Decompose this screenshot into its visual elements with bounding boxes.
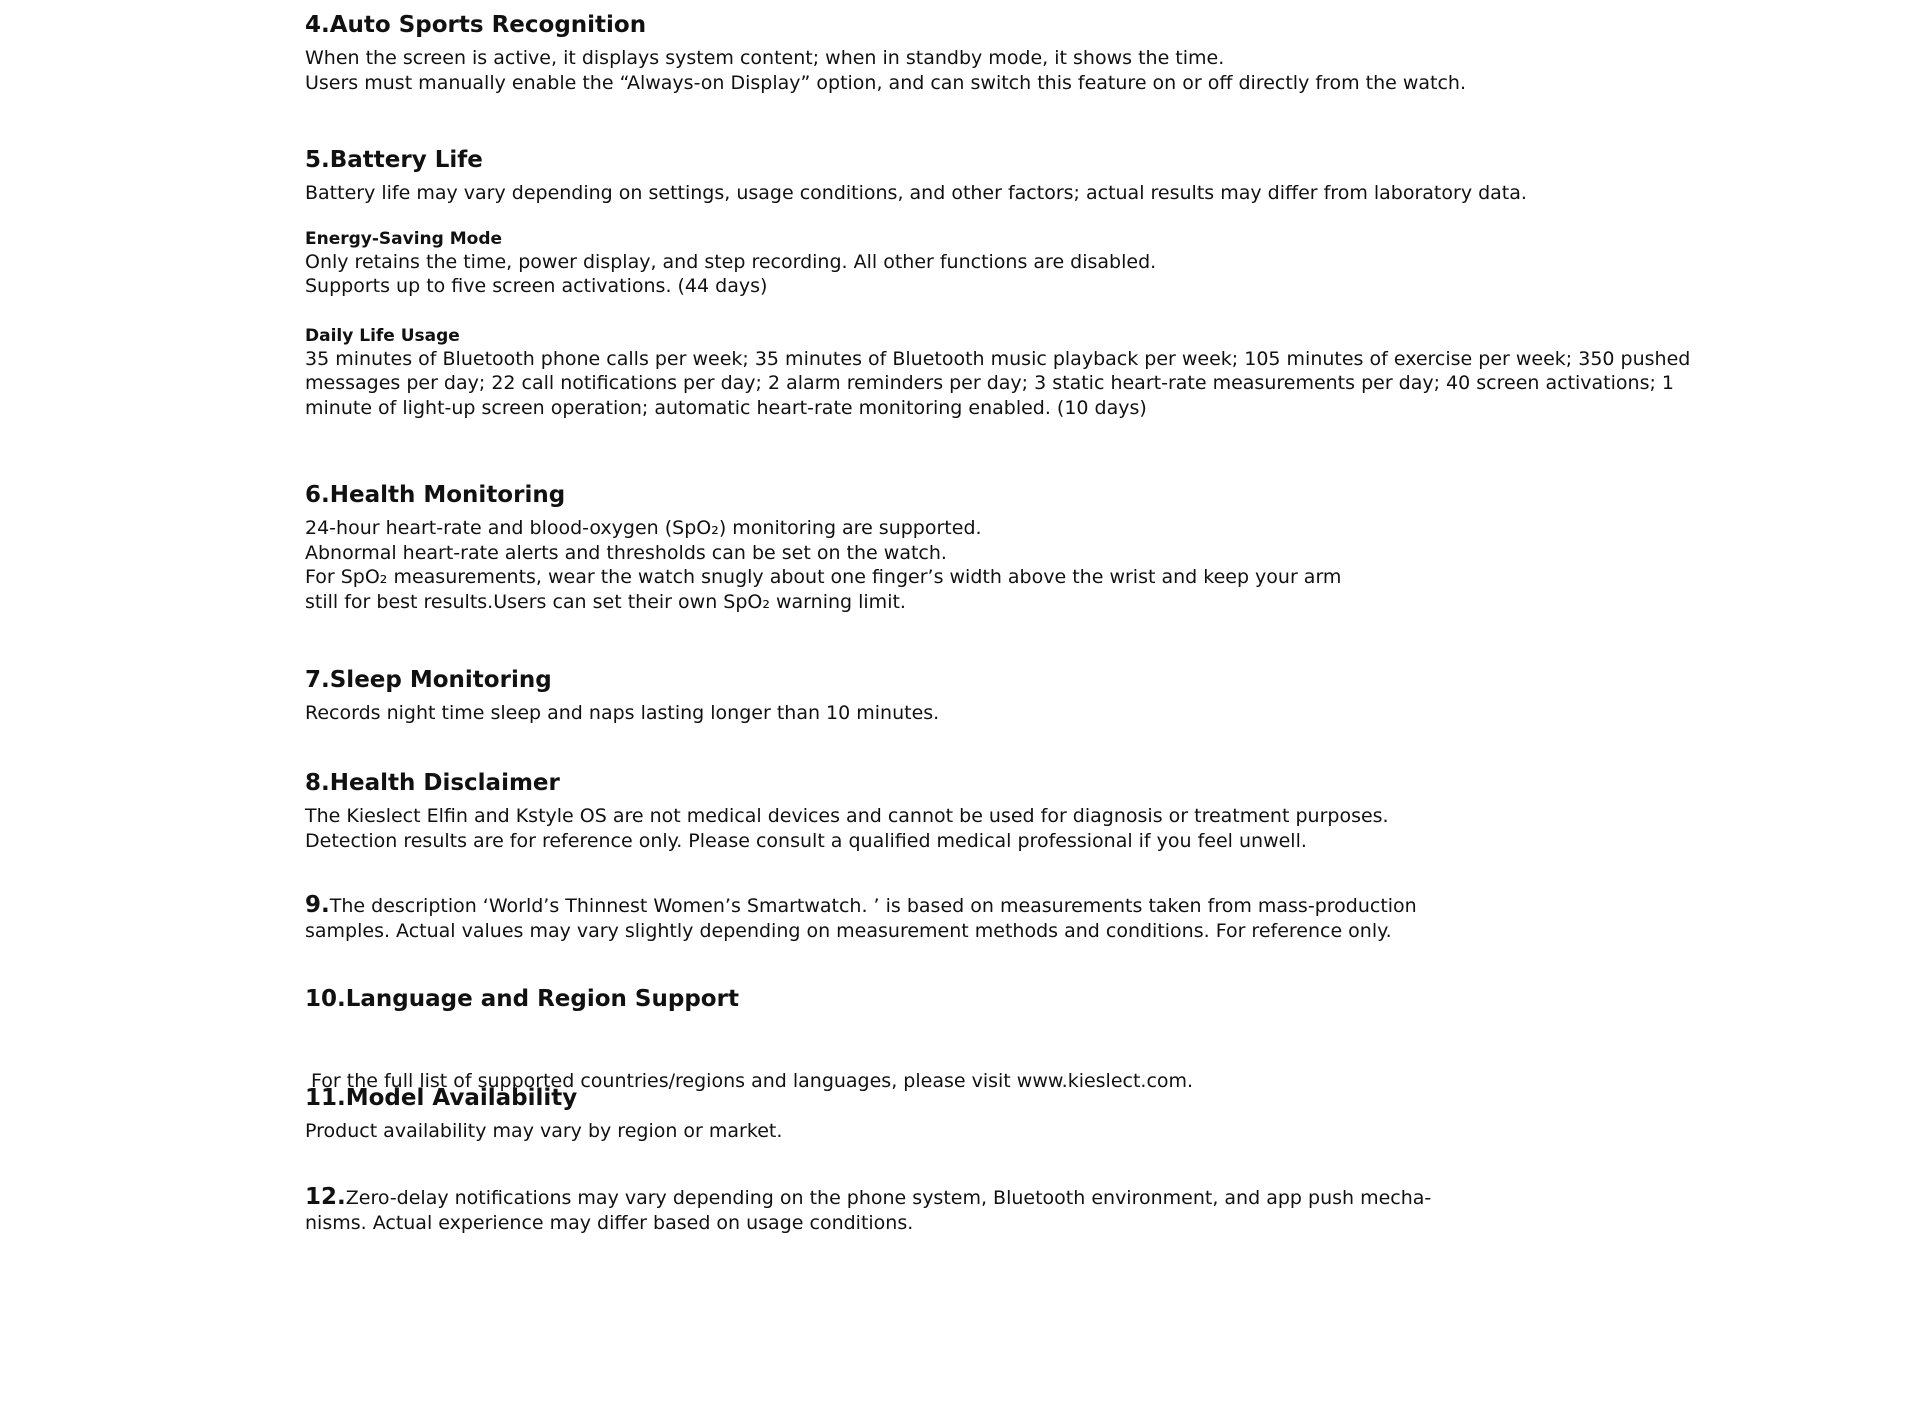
body-line: messages per day; 22 call notifications per day; 2 alarm reminders per day; 3 static heart-rate measurements per day; 40 screen activations; 1 — [305, 372, 1675, 394]
section-body — [305, 181, 1695, 206]
body-line: minute of light-up screen operation; automatic heart-rate monitoring enabled. (10 days) — [305, 396, 1147, 419]
section-sleep-monitoring — [305, 665, 1695, 726]
body-line: Records night time sleep and naps lasting longer than 10 minutes. — [305, 702, 940, 724]
section-model-availability — [305, 1083, 1695, 1144]
section-number: 12. — [305, 1184, 346, 1210]
section-body — [305, 804, 1695, 853]
body-line: nisms. Actual experience may differ based on usage conditions. — [305, 1211, 914, 1234]
section-heading: 4.Auto Sports Recognition — [305, 12, 647, 38]
body-line: samples. Actual values may vary slightly depending on measurement methods and conditions. For reference only. — [305, 919, 1392, 942]
section-health-disclaimer — [305, 768, 1695, 853]
section-heading: 10.Language and Region Support — [305, 986, 739, 1012]
section-heading: 7.Sleep Monitoring — [305, 667, 552, 693]
body-line: 35 minutes of Bluetooth phone calls per week; 35 minutes of Bluetooth music playback per week; 105 minutes of exercise per week; 350 pushed — [305, 347, 1691, 370]
body-text: The description ‘World’s Thinnest Women’s Smartwatch. ’ is based on measurements taken from mass-production — [329, 895, 1417, 917]
body-line: Supports up to five screen activations. (44 days) — [305, 275, 768, 297]
section-heading: 5.Battery Life — [305, 147, 483, 173]
daily-life-block — [305, 325, 1695, 421]
section-auto-sports-recognition — [305, 10, 1695, 95]
section-zero-delay-notifications — [305, 1185, 1695, 1235]
section-thinnest-description — [305, 893, 1695, 943]
body-line: When the screen is active, it displays system content; when in standby mode, it shows the time. — [305, 47, 1225, 69]
section-body — [305, 46, 1695, 95]
section-body — [305, 1185, 1695, 1235]
body-text: Zero-delay notifications may vary depending on the phone system, Bluetooth environment, and app push mecha- — [345, 1187, 1432, 1209]
section-body — [305, 893, 1695, 943]
section-heading: 11.Model Availability — [305, 1085, 578, 1111]
body-line: Users must manually enable the “Always-on Display” option, and can switch this feature on or off directly from the watch. — [305, 71, 1467, 94]
body-line: Product availability may vary by region or market. — [305, 1120, 783, 1142]
section-battery-life — [305, 145, 1695, 420]
section-number: 9. — [305, 892, 330, 918]
section-heading: 8.Health Disclaimer — [305, 770, 560, 796]
body-line — [305, 1185, 1695, 1211]
section-heading: 6.Health Monitoring — [305, 482, 566, 508]
body-line: For SpO₂ measurements, wear the watch snugly about one finger’s width above the wrist and keep your arm — [305, 566, 1342, 588]
subsection-body — [305, 347, 1695, 421]
body-line: The Kieslect Elfin and Kstyle OS are not medical devices and cannot be used for diagnosis or treatment purposes. — [305, 805, 1389, 827]
section-body — [305, 1119, 1695, 1144]
body-line: Detection results are for reference only. Please consult a qualified medical professional if you feel unwell. — [305, 829, 1307, 852]
section-body — [305, 701, 1695, 726]
section-body — [305, 516, 1695, 614]
body-line: Abnormal heart-rate alerts and thresholds can be set on the watch. — [305, 541, 947, 564]
subsection-body — [305, 250, 1695, 299]
subheading-daily-life: Daily Life Usage — [305, 325, 460, 346]
body-line: 24-hour heart-rate and blood-oxygen (SpO₂) monitoring are supported. — [305, 517, 982, 539]
energy-saving-block — [305, 228, 1695, 299]
body-line: Battery life may vary depending on settings, usage conditions, and other factors; actual results may differ from laboratory data. — [305, 182, 1527, 204]
section-health-monitoring — [305, 480, 1695, 614]
body-line — [305, 893, 1695, 919]
body-line: still for best results.Users can set their own SpO₂ warning limit. — [305, 590, 906, 613]
body-line: For the full list of supported countries/regions and languages, please visit www.kieslect.com. — [305, 1070, 1194, 1092]
body-line: Only retains the time, power display, and step recording. All other functions are disabled. — [305, 250, 1157, 273]
subheading-energy-saving: Energy-Saving Mode — [305, 228, 503, 249]
